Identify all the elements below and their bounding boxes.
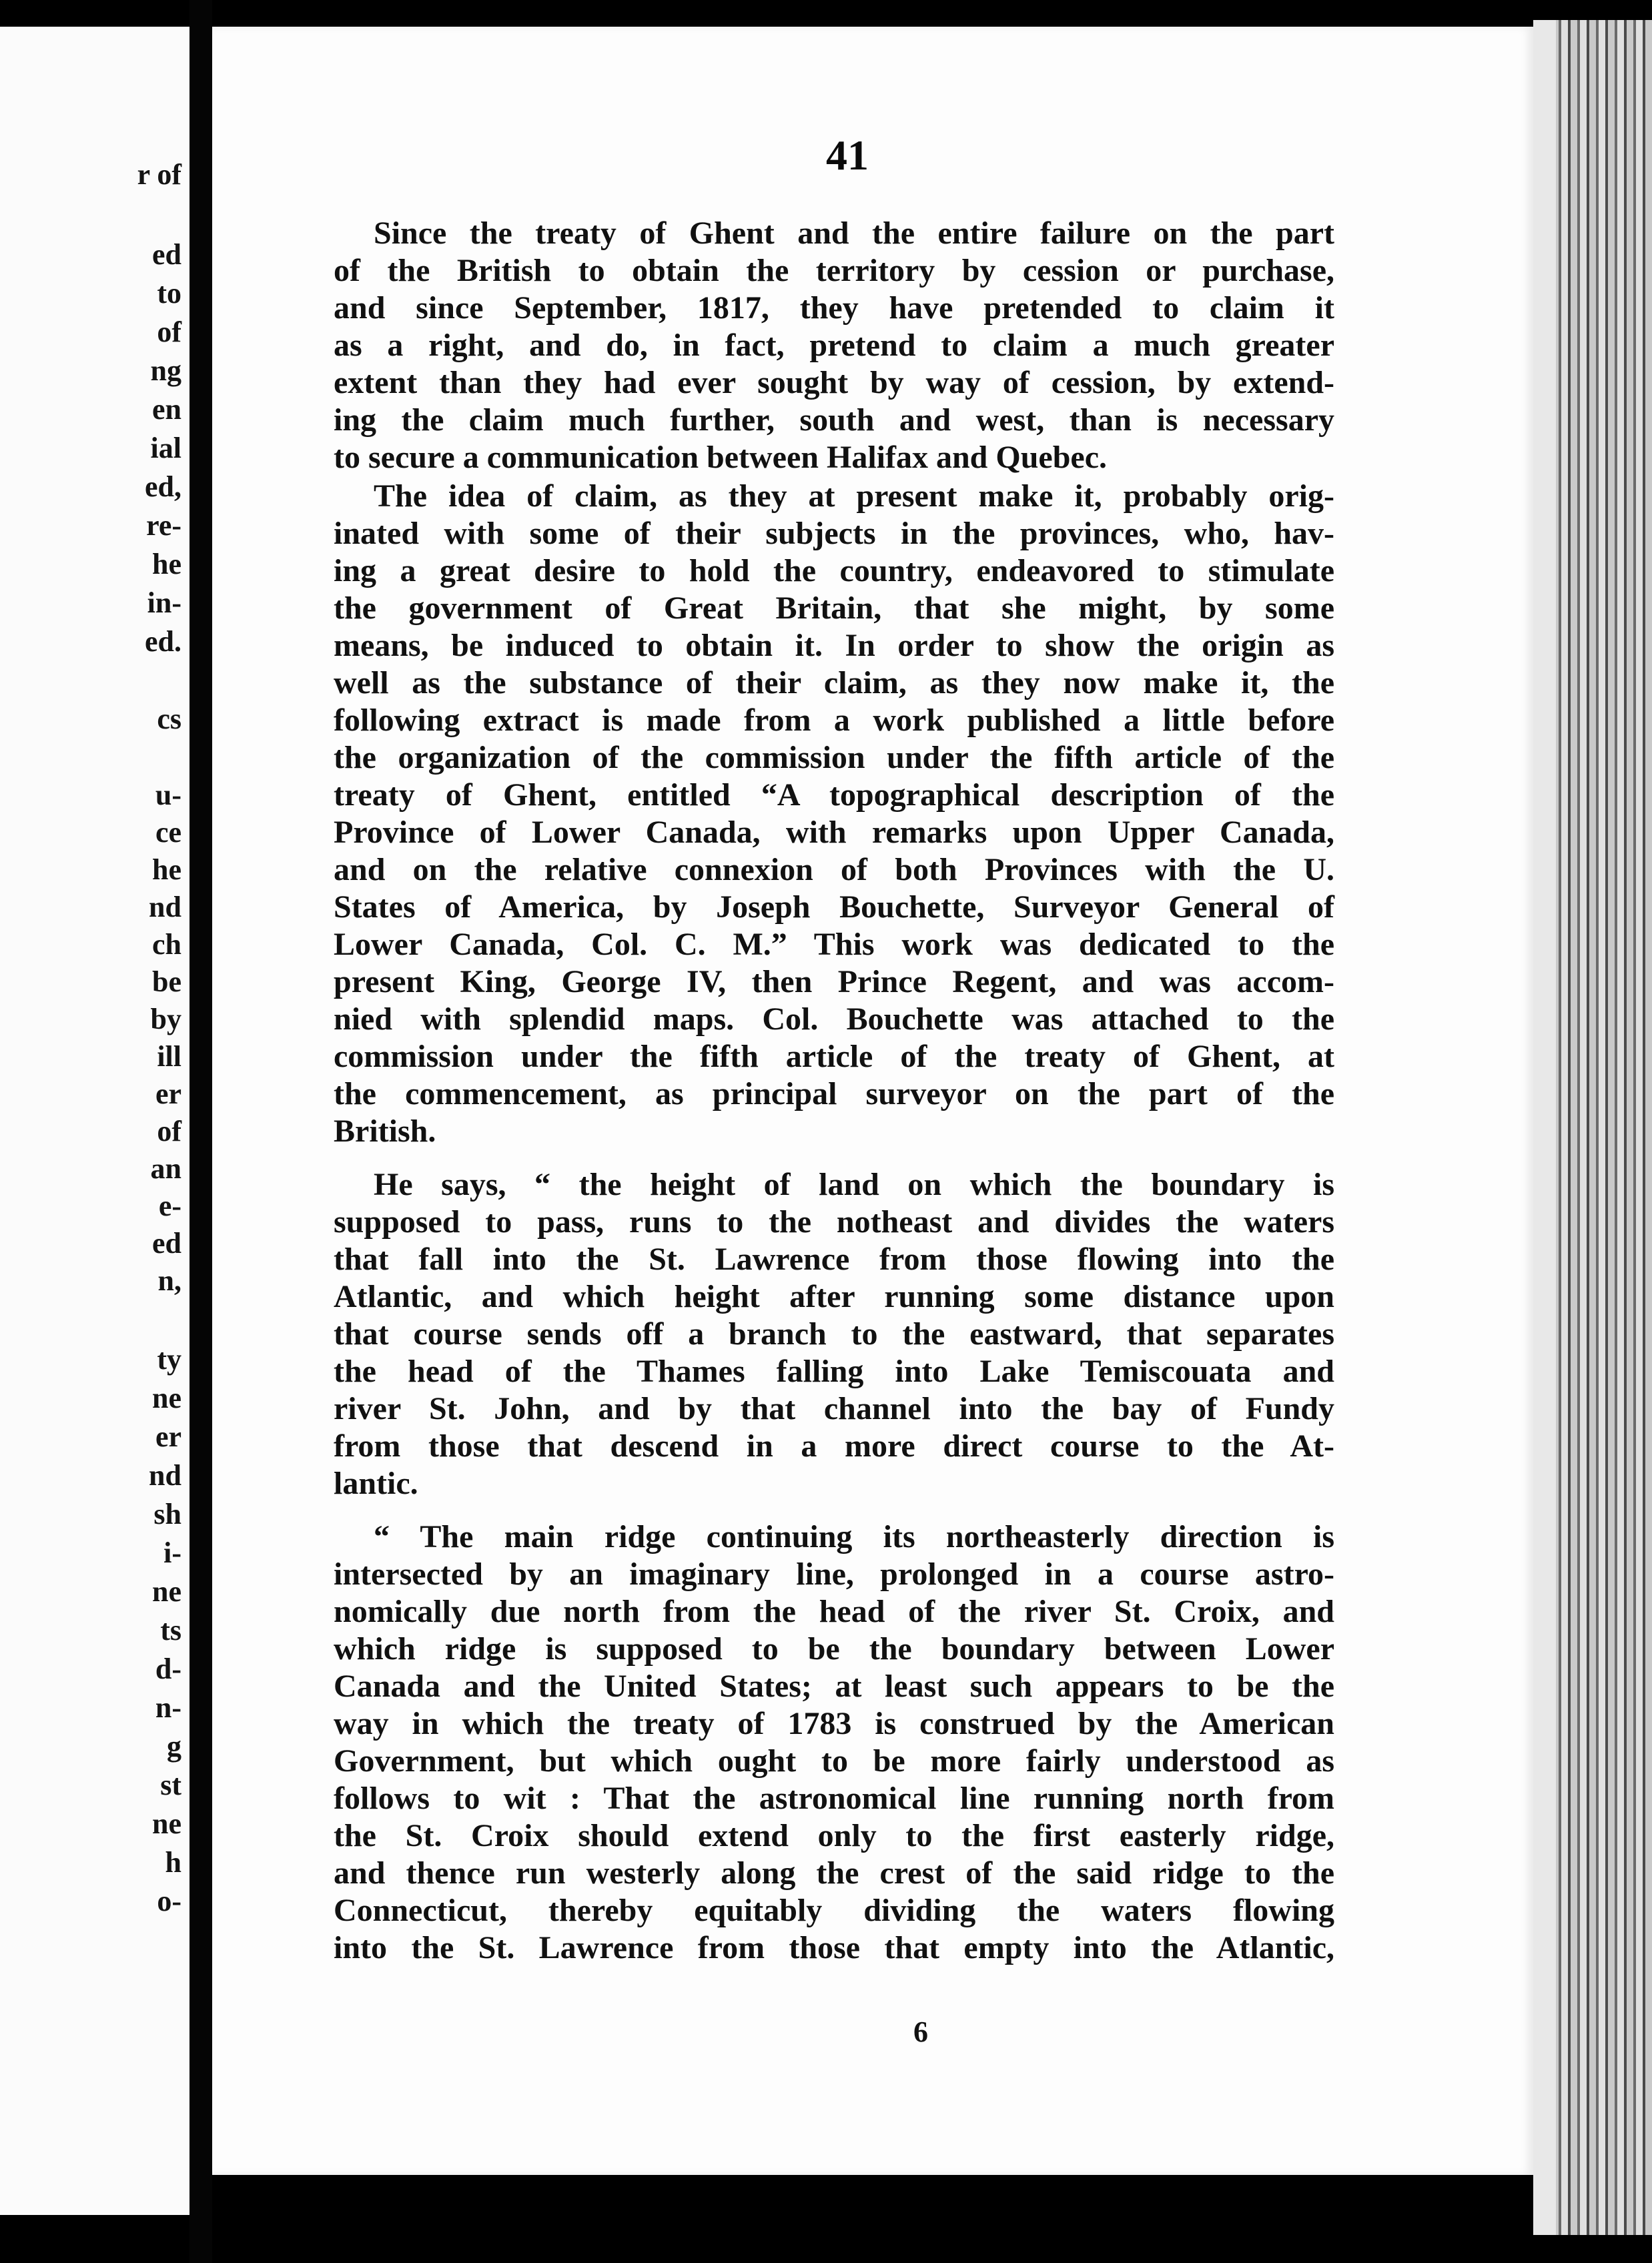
text-line: ing the claim much further, south and west, than is necessary bbox=[334, 402, 1334, 438]
text-line: Since the treaty of Ghent and the entire failure on the part bbox=[374, 215, 1334, 251]
left-page-fragment: nd bbox=[149, 891, 181, 923]
left-page-fragment: er bbox=[155, 1077, 181, 1110]
book-gutter bbox=[189, 0, 212, 2263]
left-page-fragment: er bbox=[155, 1420, 181, 1453]
left-page-fragment: he bbox=[152, 853, 181, 886]
text-line: the commencement, as principal surveyor on the part of the bbox=[334, 1076, 1334, 1111]
signature-mark: 6 bbox=[913, 2015, 928, 2048]
text-line: to secure a communication between Halifax and Quebec. bbox=[334, 440, 1108, 475]
text-line: river St. John, and by that channel into the bay of Fundy bbox=[334, 1391, 1334, 1426]
left-page-fragment: o- bbox=[157, 1885, 181, 1917]
left-page-fragment: i- bbox=[163, 1536, 181, 1569]
left-page-fragment: re- bbox=[146, 509, 181, 542]
text-line: Atlantic, and which height after running some distance upon bbox=[334, 1279, 1334, 1314]
text-line: ing a great desire to hold the country, endeavored to stimulate bbox=[334, 553, 1334, 588]
text-line: Lower Canada, Col. C. M.” This work was dedicated to the bbox=[334, 927, 1334, 962]
left-page-fragment: ng bbox=[150, 354, 181, 387]
left-page-fragment: ed bbox=[152, 1227, 181, 1260]
left-page-fragment: u- bbox=[155, 779, 181, 811]
left-page-fragment: of bbox=[157, 316, 181, 348]
text-line: that course sends off a branch to the eastward, that separates bbox=[334, 1316, 1334, 1352]
left-page-fragment: st bbox=[160, 1769, 181, 1801]
text-line: nied with splendid maps. Col. Bouchette was attached to the bbox=[334, 1001, 1334, 1037]
text-line: the head of the Thames falling into Lake Temiscouata and bbox=[334, 1354, 1334, 1389]
text-line: He says, “ the height of land on which the boundary is bbox=[374, 1167, 1334, 1202]
text-line: as a right, and do, in fact, pretend to claim a much greater bbox=[334, 328, 1334, 363]
text-line: follows to wit : That the astronomical line running north from bbox=[334, 1781, 1334, 1816]
text-line: extent than they had ever sought by way of cession, by extend- bbox=[334, 365, 1334, 400]
text-line: the government of Great Britain, that she might, by some bbox=[334, 590, 1334, 626]
left-page-fragment: cs bbox=[157, 703, 181, 735]
page-edges bbox=[1533, 20, 1652, 2235]
left-page-fragment: sh bbox=[153, 1498, 181, 1530]
text-line: Province of Lower Canada, with remarks upon Upper Canada, bbox=[334, 815, 1334, 850]
text-line: Canada and the United States; at least such appears to be the bbox=[334, 1669, 1334, 1704]
left-page-fragment: he bbox=[152, 548, 181, 580]
text-line: supposed to pass, runs to the notheast and divides the waters bbox=[334, 1204, 1334, 1240]
text-line: commission under the fifth article of the treaty of Ghent, at bbox=[334, 1039, 1334, 1074]
text-line: “ The main ridge continuing its northeasterly direction is bbox=[374, 1519, 1334, 1554]
text-line: intersected by an imaginary line, prolonged in a course astro- bbox=[334, 1556, 1334, 1592]
text-line: the organization of the commission under the fifth article of the bbox=[334, 740, 1334, 775]
left-page-fragment: ed bbox=[152, 238, 181, 271]
left-page-fragment: ill bbox=[157, 1040, 181, 1073]
text-line: States of America, by Joseph Bouchette, Surveyor General of bbox=[334, 889, 1334, 925]
page-number: 41 bbox=[826, 131, 869, 179]
left-page-fragment: en bbox=[152, 393, 181, 426]
left-page-fragment: ne bbox=[152, 1807, 181, 1840]
left-page-fragment: in- bbox=[147, 586, 181, 619]
text-line: The idea of claim, as they at present make it, probably orig- bbox=[374, 478, 1334, 514]
text-line: nomically due north from the head of the river St. Croix, and bbox=[334, 1594, 1334, 1629]
text-line: lantic. bbox=[334, 1466, 418, 1501]
text-line: which ridge is supposed to be the boundary between Lower bbox=[334, 1631, 1334, 1667]
left-page-fragment: d- bbox=[155, 1653, 181, 1685]
left-page-fragment: ts bbox=[160, 1614, 181, 1647]
left-facing-page bbox=[0, 27, 193, 2215]
left-page-fragment: by bbox=[150, 1003, 181, 1035]
text-line: the St. Croix should extend only to the first easterly ridge, bbox=[334, 1818, 1334, 1853]
text-line: of the British to obtain the territory by cession or purchase, bbox=[334, 253, 1334, 288]
left-page-fragment: r of bbox=[137, 158, 181, 191]
text-line: present King, George IV, then Prince Regent, and was accom- bbox=[334, 964, 1334, 999]
left-page-fragment: ch bbox=[152, 928, 181, 961]
text-line: and since September, 1817, they have pretended to claim it bbox=[334, 290, 1334, 326]
text-line: Connecticut, thereby equitably dividing the waters flowing bbox=[334, 1893, 1334, 1928]
left-page-fragment: nd bbox=[149, 1459, 181, 1492]
left-page-fragment: g bbox=[167, 1730, 181, 1763]
left-page-fragment: be bbox=[152, 965, 181, 998]
left-page-fragment: ed, bbox=[145, 470, 181, 503]
text-line: well as the substance of their claim, as they now make it, the bbox=[334, 665, 1334, 701]
left-page-fragment: ce bbox=[155, 816, 181, 849]
text-line: from those that descend in a more direct course to the At- bbox=[334, 1428, 1334, 1464]
left-page-fragment: ne bbox=[152, 1382, 181, 1414]
left-page-fragment: to bbox=[157, 277, 181, 310]
text-line: Government, but which ought to be more fairly understood as bbox=[334, 1743, 1334, 1779]
text-line: way in which the treaty of 1783 is construed by the American bbox=[334, 1706, 1334, 1741]
text-line: British. bbox=[334, 1113, 436, 1149]
text-line: means, be induced to obtain it. In order to show the origin as bbox=[334, 628, 1334, 663]
left-page-fragment: ne bbox=[152, 1575, 181, 1608]
text-line: and on the relative connexion of both Provinces with the U. bbox=[334, 852, 1334, 887]
left-page-fragment: n- bbox=[155, 1691, 181, 1724]
left-page-fragment: e- bbox=[158, 1190, 181, 1222]
text-line: into the St. Lawrence from those that empty into the Atlantic, bbox=[334, 1930, 1334, 1965]
left-page-fragment: ty bbox=[157, 1343, 181, 1376]
text-line: that fall into the St. Lawrence from those flowing into the bbox=[334, 1242, 1334, 1277]
left-page-fragment: n, bbox=[157, 1264, 181, 1297]
text-line: and thence run westerly along the crest of the said ridge to the bbox=[334, 1855, 1334, 1891]
left-page-fragment: of bbox=[157, 1115, 181, 1148]
left-page-fragment: h bbox=[165, 1846, 181, 1879]
left-page-fragment: an bbox=[150, 1152, 181, 1185]
text-line: inated with some of their subjects in the provinces, who, hav- bbox=[334, 516, 1334, 551]
left-page-fragment: ial bbox=[150, 432, 181, 464]
left-page-fragment: ed. bbox=[145, 625, 181, 658]
text-line: treaty of Ghent, entitled “A topographical description of the bbox=[334, 777, 1334, 813]
text-line: following extract is made from a work published a little before bbox=[334, 703, 1334, 738]
